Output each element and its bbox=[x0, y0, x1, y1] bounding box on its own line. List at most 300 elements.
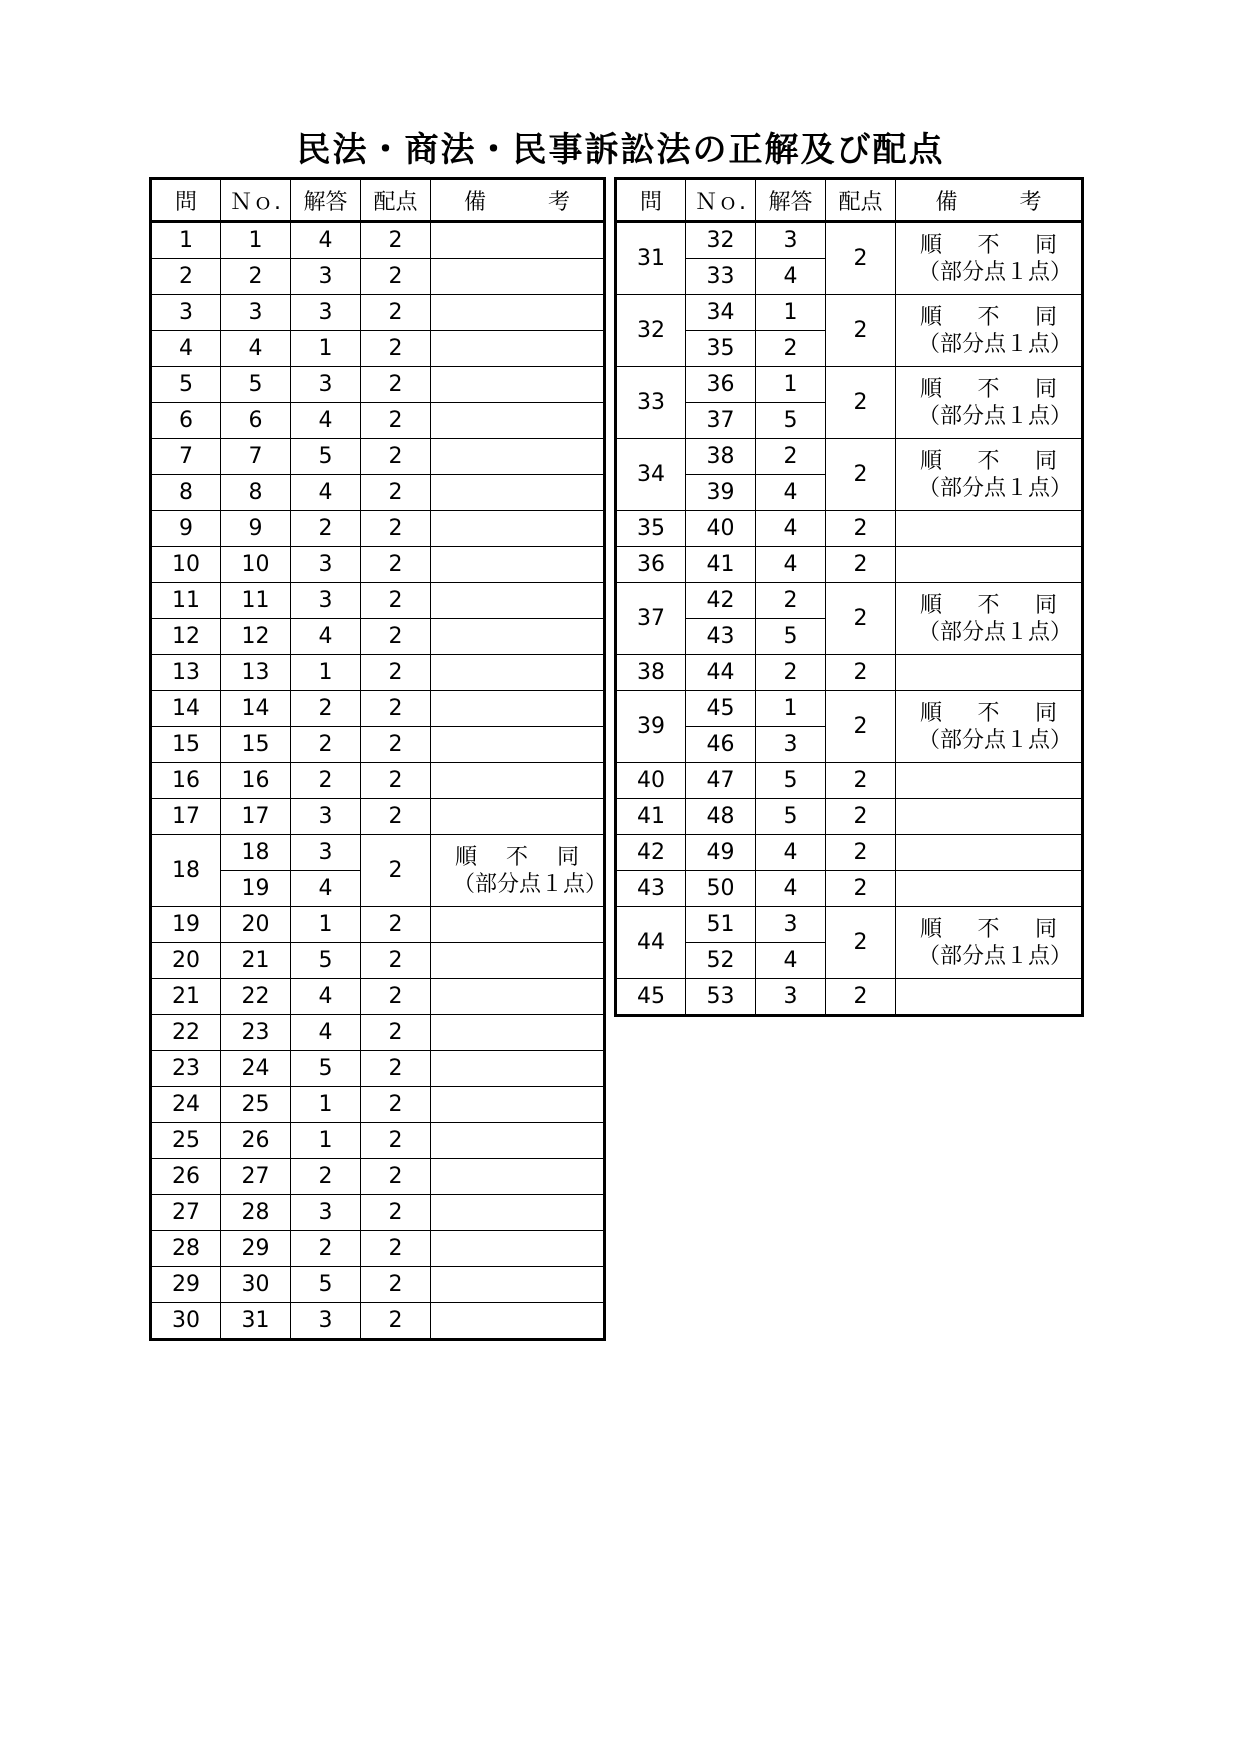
answer-cell: 4 bbox=[291, 475, 361, 511]
answer-cell: 5 bbox=[756, 799, 826, 835]
remarks-cell bbox=[431, 1231, 605, 1267]
number-cell: 14 bbox=[221, 691, 291, 727]
answer-cell: 2 bbox=[756, 331, 826, 367]
answer-cell: 5 bbox=[291, 943, 361, 979]
question-cell: 12 bbox=[151, 619, 221, 655]
answer-cell: 4 bbox=[756, 547, 826, 583]
number-cell: 19 bbox=[221, 871, 291, 907]
number-cell: 4 bbox=[221, 331, 291, 367]
points-cell: 2 bbox=[826, 439, 896, 511]
number-cell: 34 bbox=[686, 295, 756, 331]
remarks-cell bbox=[431, 367, 605, 403]
table-row bbox=[616, 439, 1083, 475]
answer-cell: 1 bbox=[756, 367, 826, 403]
table-row bbox=[151, 1015, 605, 1051]
question-cell: 14 bbox=[151, 691, 221, 727]
question-cell: 38 bbox=[616, 655, 686, 691]
number-cell: 26 bbox=[221, 1123, 291, 1159]
number-cell: 24 bbox=[221, 1051, 291, 1087]
table-row bbox=[151, 1159, 605, 1195]
points-cell: 2 bbox=[361, 979, 431, 1015]
points-cell: 2 bbox=[361, 1051, 431, 1087]
header-number: Ｎｏ. bbox=[221, 179, 291, 222]
remark-order-free: 順 不 同 bbox=[920, 448, 1057, 474]
table-row bbox=[616, 511, 1083, 547]
number-cell: 40 bbox=[686, 511, 756, 547]
answer-cell: 2 bbox=[756, 583, 826, 619]
remarks-cell bbox=[431, 547, 605, 583]
points-cell: 2 bbox=[826, 907, 896, 979]
points-cell: 2 bbox=[361, 222, 431, 259]
points-cell: 2 bbox=[361, 475, 431, 511]
remarks-cell bbox=[431, 1159, 605, 1195]
page-title: 民法・商法・民事訴訟法の正解及び配点 bbox=[296, 130, 945, 170]
answer-cell: 4 bbox=[756, 871, 826, 907]
number-cell: 39 bbox=[686, 475, 756, 511]
points-cell: 2 bbox=[826, 583, 896, 655]
remarks-cell bbox=[431, 439, 605, 475]
table-row bbox=[151, 331, 605, 367]
number-cell: 23 bbox=[221, 1015, 291, 1051]
remarks-cell bbox=[896, 799, 1083, 835]
answer-cell: 3 bbox=[291, 295, 361, 331]
answer-cell: 4 bbox=[756, 259, 826, 295]
table-row bbox=[151, 547, 605, 583]
points-cell: 2 bbox=[361, 691, 431, 727]
remarks-cell bbox=[431, 727, 605, 763]
remarks-cell bbox=[431, 1267, 605, 1303]
table-row bbox=[151, 1123, 605, 1159]
header-question: 問 bbox=[151, 179, 221, 222]
header-points: 配点 bbox=[826, 179, 896, 222]
number-cell: 9 bbox=[221, 511, 291, 547]
points-cell: 2 bbox=[826, 511, 896, 547]
remarks-cell bbox=[431, 583, 605, 619]
question-cell: 9 bbox=[151, 511, 221, 547]
table-row bbox=[616, 222, 1083, 259]
points-cell: 2 bbox=[361, 1015, 431, 1051]
answer-cell: 1 bbox=[291, 1123, 361, 1159]
remarks-cell bbox=[431, 979, 605, 1015]
number-cell: 7 bbox=[221, 439, 291, 475]
remarks-cell bbox=[431, 799, 605, 835]
points-cell: 2 bbox=[361, 259, 431, 295]
number-cell: 3 bbox=[221, 295, 291, 331]
header-row bbox=[616, 179, 1083, 222]
remark-partial-credit: （部分点１点） bbox=[918, 475, 1073, 501]
remark-partial-credit: （部分点１点） bbox=[918, 403, 1073, 429]
remark-order-free: 順 不 同 bbox=[920, 592, 1057, 618]
remarks-cell bbox=[896, 295, 1083, 367]
number-cell: 35 bbox=[686, 331, 756, 367]
question-cell: 21 bbox=[151, 979, 221, 1015]
score-table-left bbox=[149, 177, 606, 1341]
number-cell: 43 bbox=[686, 619, 756, 655]
remarks-cell bbox=[431, 1195, 605, 1231]
number-cell: 46 bbox=[686, 727, 756, 763]
points-cell: 2 bbox=[361, 295, 431, 331]
question-cell: 29 bbox=[151, 1267, 221, 1303]
table-row bbox=[151, 511, 605, 547]
points-cell: 2 bbox=[361, 907, 431, 943]
number-cell: 5 bbox=[221, 367, 291, 403]
number-cell: 11 bbox=[221, 583, 291, 619]
table-row bbox=[616, 367, 1083, 403]
number-cell: 49 bbox=[686, 835, 756, 871]
points-cell: 2 bbox=[361, 1087, 431, 1123]
answer-cell: 2 bbox=[291, 727, 361, 763]
question-cell: 24 bbox=[151, 1087, 221, 1123]
header-answer: 解答 bbox=[756, 179, 826, 222]
question-cell: 31 bbox=[616, 222, 686, 295]
points-cell: 2 bbox=[361, 763, 431, 799]
remarks-cell bbox=[896, 691, 1083, 763]
number-cell: 25 bbox=[221, 1087, 291, 1123]
remarks-cell bbox=[431, 403, 605, 439]
question-cell: 26 bbox=[151, 1159, 221, 1195]
answer-cell: 4 bbox=[291, 619, 361, 655]
remarks-cell bbox=[431, 511, 605, 547]
number-cell: 28 bbox=[221, 1195, 291, 1231]
points-cell: 2 bbox=[361, 1231, 431, 1267]
table-row bbox=[151, 979, 605, 1015]
question-cell: 40 bbox=[616, 763, 686, 799]
number-cell: 47 bbox=[686, 763, 756, 799]
remark-order-free: 順 不 同 bbox=[455, 844, 579, 870]
remarks-cell bbox=[896, 871, 1083, 907]
remarks-cell bbox=[431, 475, 605, 511]
remark-order-free: 順 不 同 bbox=[920, 376, 1057, 402]
answer-cell: 3 bbox=[756, 907, 826, 943]
table-row bbox=[616, 835, 1083, 871]
number-cell: 20 bbox=[221, 907, 291, 943]
table-row bbox=[616, 547, 1083, 583]
points-cell: 2 bbox=[826, 367, 896, 439]
number-cell: 27 bbox=[221, 1159, 291, 1195]
table-row bbox=[616, 871, 1083, 907]
answer-cell: 4 bbox=[291, 871, 361, 907]
number-cell: 36 bbox=[686, 367, 756, 403]
answer-cell: 4 bbox=[756, 835, 826, 871]
points-cell: 2 bbox=[361, 1159, 431, 1195]
remark-order-free: 順 不 同 bbox=[920, 700, 1057, 726]
remark-order-free: 順 不 同 bbox=[920, 916, 1057, 942]
question-cell: 11 bbox=[151, 583, 221, 619]
answer-cell: 4 bbox=[291, 403, 361, 439]
answer-cell: 4 bbox=[291, 979, 361, 1015]
answer-cell: 3 bbox=[756, 222, 826, 259]
answer-cell: 3 bbox=[291, 835, 361, 871]
remarks-cell bbox=[431, 907, 605, 943]
number-cell: 51 bbox=[686, 907, 756, 943]
answer-cell: 2 bbox=[756, 655, 826, 691]
number-cell: 41 bbox=[686, 547, 756, 583]
answer-cell: 4 bbox=[756, 511, 826, 547]
points-cell: 2 bbox=[361, 583, 431, 619]
table-row bbox=[151, 619, 605, 655]
remarks-cell bbox=[431, 943, 605, 979]
table-row bbox=[151, 835, 605, 871]
table-row bbox=[151, 943, 605, 979]
points-cell: 2 bbox=[361, 835, 431, 907]
points-cell: 2 bbox=[361, 1195, 431, 1231]
remarks-cell bbox=[431, 222, 605, 259]
answer-cell: 2 bbox=[291, 511, 361, 547]
points-cell: 2 bbox=[361, 799, 431, 835]
number-cell: 45 bbox=[686, 691, 756, 727]
points-cell: 2 bbox=[361, 1123, 431, 1159]
answer-cell: 1 bbox=[756, 691, 826, 727]
question-cell: 19 bbox=[151, 907, 221, 943]
answer-cell: 3 bbox=[291, 583, 361, 619]
number-cell: 21 bbox=[221, 943, 291, 979]
number-cell: 31 bbox=[221, 1303, 291, 1340]
points-cell: 2 bbox=[826, 979, 896, 1016]
question-cell: 41 bbox=[616, 799, 686, 835]
points-cell: 2 bbox=[361, 727, 431, 763]
remark-partial-credit: （部分点１点） bbox=[918, 943, 1073, 969]
number-cell: 22 bbox=[221, 979, 291, 1015]
number-cell: 17 bbox=[221, 799, 291, 835]
table-row bbox=[151, 439, 605, 475]
question-cell: 22 bbox=[151, 1015, 221, 1051]
table-row bbox=[151, 1051, 605, 1087]
points-cell: 2 bbox=[826, 871, 896, 907]
table-row bbox=[616, 583, 1083, 619]
number-cell: 16 bbox=[221, 763, 291, 799]
remarks-cell bbox=[896, 979, 1083, 1016]
table-row bbox=[616, 655, 1083, 691]
table-row bbox=[151, 727, 605, 763]
number-cell: 2 bbox=[221, 259, 291, 295]
remarks-cell bbox=[431, 1123, 605, 1159]
table-row bbox=[616, 691, 1083, 727]
answer-cell: 5 bbox=[756, 619, 826, 655]
points-cell: 2 bbox=[361, 511, 431, 547]
question-cell: 18 bbox=[151, 835, 221, 907]
remarks-cell bbox=[896, 222, 1083, 295]
question-cell: 3 bbox=[151, 295, 221, 331]
remark-partial-credit: （部分点１点） bbox=[918, 727, 1073, 753]
points-cell: 2 bbox=[361, 1303, 431, 1340]
remarks-cell bbox=[431, 331, 605, 367]
table-row bbox=[151, 403, 605, 439]
number-cell: 32 bbox=[686, 222, 756, 259]
points-cell: 2 bbox=[826, 222, 896, 295]
points-cell: 2 bbox=[826, 763, 896, 799]
remarks-cell bbox=[896, 511, 1083, 547]
table-row bbox=[151, 691, 605, 727]
answer-cell: 4 bbox=[291, 222, 361, 259]
points-cell: 2 bbox=[826, 547, 896, 583]
answer-cell: 5 bbox=[291, 1051, 361, 1087]
table-row bbox=[151, 222, 605, 259]
number-cell: 48 bbox=[686, 799, 756, 835]
table-row bbox=[616, 799, 1083, 835]
remarks-cell bbox=[896, 547, 1083, 583]
points-cell: 2 bbox=[361, 439, 431, 475]
table-row bbox=[151, 1195, 605, 1231]
points-cell: 2 bbox=[826, 835, 896, 871]
question-cell: 17 bbox=[151, 799, 221, 835]
points-cell: 2 bbox=[826, 691, 896, 763]
points-cell: 2 bbox=[361, 655, 431, 691]
remark-order-free: 順 不 同 bbox=[920, 304, 1057, 330]
points-cell: 2 bbox=[361, 619, 431, 655]
answer-cell: 5 bbox=[291, 439, 361, 475]
number-cell: 6 bbox=[221, 403, 291, 439]
remark-partial-credit: （部分点１点） bbox=[918, 331, 1073, 357]
remarks-cell bbox=[896, 439, 1083, 511]
header-remarks: 備 考 bbox=[431, 179, 605, 222]
remarks-cell bbox=[431, 1015, 605, 1051]
answer-cell: 3 bbox=[756, 727, 826, 763]
table-row bbox=[151, 1087, 605, 1123]
answer-cell: 1 bbox=[291, 1087, 361, 1123]
question-cell: 8 bbox=[151, 475, 221, 511]
table-row bbox=[151, 583, 605, 619]
remarks-cell bbox=[431, 1051, 605, 1087]
number-cell: 50 bbox=[686, 871, 756, 907]
number-cell: 42 bbox=[686, 583, 756, 619]
remarks-cell bbox=[896, 835, 1083, 871]
number-cell: 13 bbox=[221, 655, 291, 691]
remarks-cell bbox=[431, 619, 605, 655]
number-cell: 44 bbox=[686, 655, 756, 691]
question-cell: 43 bbox=[616, 871, 686, 907]
remarks-cell bbox=[431, 835, 608, 907]
points-cell: 2 bbox=[826, 655, 896, 691]
question-cell: 20 bbox=[151, 943, 221, 979]
answer-cell: 2 bbox=[291, 1159, 361, 1195]
answer-cell: 2 bbox=[291, 1231, 361, 1267]
points-cell: 2 bbox=[361, 547, 431, 583]
remarks-cell bbox=[431, 295, 605, 331]
answer-cell: 4 bbox=[756, 475, 826, 511]
question-cell: 15 bbox=[151, 727, 221, 763]
number-cell: 38 bbox=[686, 439, 756, 475]
question-cell: 25 bbox=[151, 1123, 221, 1159]
question-cell: 34 bbox=[616, 439, 686, 511]
answer-cell: 1 bbox=[756, 295, 826, 331]
table-row bbox=[151, 1267, 605, 1303]
remarks-cell bbox=[896, 367, 1083, 439]
question-cell: 32 bbox=[616, 295, 686, 367]
answer-cell: 4 bbox=[291, 1015, 361, 1051]
table-row bbox=[151, 799, 605, 835]
score-table-right bbox=[614, 177, 1084, 1017]
question-cell: 36 bbox=[616, 547, 686, 583]
remark-partial-credit: （部分点１点） bbox=[918, 259, 1073, 285]
question-cell: 44 bbox=[616, 907, 686, 979]
number-cell: 12 bbox=[221, 619, 291, 655]
question-cell: 28 bbox=[151, 1231, 221, 1267]
question-cell: 37 bbox=[616, 583, 686, 655]
number-cell: 1 bbox=[221, 222, 291, 259]
number-cell: 33 bbox=[686, 259, 756, 295]
remark-partial-credit: （部分点１点） bbox=[453, 871, 608, 897]
question-cell: 27 bbox=[151, 1195, 221, 1231]
question-cell: 10 bbox=[151, 547, 221, 583]
points-cell: 2 bbox=[361, 403, 431, 439]
question-cell: 6 bbox=[151, 403, 221, 439]
table-row bbox=[151, 475, 605, 511]
table-row bbox=[151, 259, 605, 295]
header-remarks: 備 考 bbox=[896, 179, 1083, 222]
header-row bbox=[151, 179, 605, 222]
remarks-cell bbox=[896, 763, 1083, 799]
question-cell: 16 bbox=[151, 763, 221, 799]
question-cell: 4 bbox=[151, 331, 221, 367]
answer-cell: 5 bbox=[756, 403, 826, 439]
points-cell: 2 bbox=[361, 943, 431, 979]
remarks-cell bbox=[431, 259, 605, 295]
remarks-cell bbox=[431, 655, 605, 691]
remarks-cell bbox=[431, 1303, 605, 1340]
remarks-cell bbox=[896, 655, 1083, 691]
question-cell: 45 bbox=[616, 979, 686, 1016]
answer-cell: 5 bbox=[756, 763, 826, 799]
table-row bbox=[616, 979, 1083, 1016]
question-cell: 1 bbox=[151, 222, 221, 259]
table-row bbox=[616, 763, 1083, 799]
number-cell: 30 bbox=[221, 1267, 291, 1303]
answer-cell: 2 bbox=[756, 439, 826, 475]
table-row bbox=[151, 1303, 605, 1340]
points-cell: 2 bbox=[361, 367, 431, 403]
question-cell: 33 bbox=[616, 367, 686, 439]
remarks-cell bbox=[896, 907, 1083, 979]
number-cell: 53 bbox=[686, 979, 756, 1016]
answer-cell: 3 bbox=[291, 1303, 361, 1340]
question-cell: 5 bbox=[151, 367, 221, 403]
table-row bbox=[151, 1231, 605, 1267]
question-cell: 2 bbox=[151, 259, 221, 295]
points-cell: 2 bbox=[826, 799, 896, 835]
question-cell: 42 bbox=[616, 835, 686, 871]
points-cell: 2 bbox=[361, 1267, 431, 1303]
number-cell: 37 bbox=[686, 403, 756, 439]
question-cell: 7 bbox=[151, 439, 221, 475]
number-cell: 15 bbox=[221, 727, 291, 763]
answer-cell: 1 bbox=[291, 331, 361, 367]
answer-cell: 2 bbox=[291, 763, 361, 799]
remark-order-free: 順 不 同 bbox=[920, 232, 1057, 258]
table-row bbox=[151, 295, 605, 331]
answer-cell: 3 bbox=[756, 979, 826, 1016]
answer-cell: 3 bbox=[291, 367, 361, 403]
table-row bbox=[151, 655, 605, 691]
question-cell: 23 bbox=[151, 1051, 221, 1087]
number-cell: 18 bbox=[221, 835, 291, 871]
answer-cell: 4 bbox=[756, 943, 826, 979]
answer-cell: 1 bbox=[291, 907, 361, 943]
remarks-cell bbox=[896, 583, 1083, 655]
table-row bbox=[616, 907, 1083, 943]
number-cell: 29 bbox=[221, 1231, 291, 1267]
answer-cell: 3 bbox=[291, 259, 361, 295]
remarks-cell bbox=[431, 763, 605, 799]
question-cell: 35 bbox=[616, 511, 686, 547]
header-number: Ｎｏ. bbox=[686, 179, 756, 222]
table-row bbox=[151, 763, 605, 799]
number-cell: 52 bbox=[686, 943, 756, 979]
answer-cell: 2 bbox=[291, 691, 361, 727]
table-row bbox=[151, 907, 605, 943]
remarks-cell bbox=[431, 1087, 605, 1123]
number-cell: 8 bbox=[221, 475, 291, 511]
question-cell: 39 bbox=[616, 691, 686, 763]
